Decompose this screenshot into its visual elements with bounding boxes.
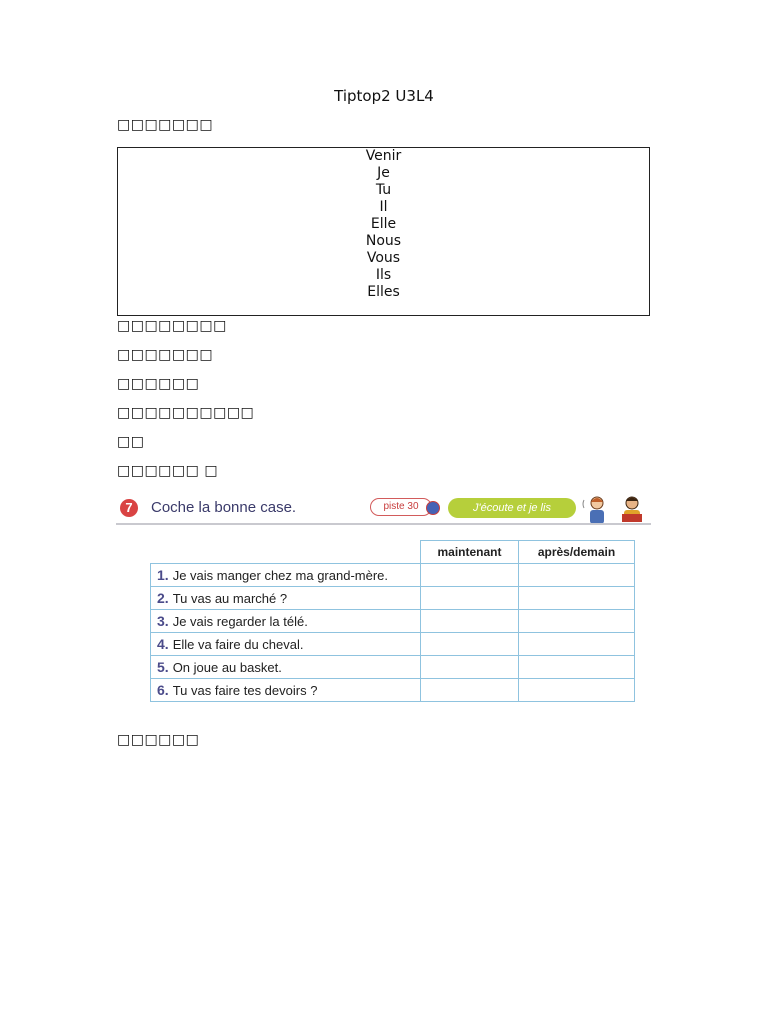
- item-cell: [151, 610, 421, 633]
- table-row: [151, 587, 635, 610]
- checkbox-cell-apres[interactable]: [519, 656, 635, 679]
- conjugation-row: Elle: [370, 216, 397, 232]
- item-text: Tu vas au marché ?: [172, 591, 288, 606]
- item-number: 5.: [157, 659, 169, 675]
- conjugation-row: Il: [379, 199, 388, 215]
- conjugation-box: [117, 147, 650, 316]
- table-row: [151, 564, 635, 587]
- item-text: Tu vas faire tes devoirs ?: [172, 683, 318, 698]
- item-cell: [151, 587, 421, 610]
- checkbox-cell-maintenant[interactable]: [421, 587, 519, 610]
- conjugation-row: Vous: [366, 250, 401, 266]
- checkbox-cell-maintenant[interactable]: [421, 633, 519, 656]
- item-number: 6.: [157, 682, 169, 698]
- audio-track-label: piste 30: [370, 498, 432, 516]
- text-line: □□□□□□□□: [117, 318, 227, 334]
- text-line: □□: [117, 434, 145, 450]
- text-line: □□□□□□: [117, 376, 200, 392]
- checkbox-cell-maintenant[interactable]: [421, 679, 519, 702]
- boy-reading-icon: [616, 494, 648, 526]
- conjugation-row: Venir: [365, 148, 402, 164]
- exercise-image: [116, 492, 651, 718]
- exercise-number-badge: 7: [120, 499, 138, 517]
- table-row: [151, 656, 635, 679]
- item-text: Je vais regarder la télé.: [172, 614, 308, 629]
- item-number: 1.: [157, 567, 169, 583]
- item-cell: [151, 564, 421, 587]
- item-cell: [151, 633, 421, 656]
- text-line: □□□□□□□□□□: [117, 405, 255, 421]
- column-header-apres-demain: après/demain: [519, 541, 635, 564]
- column-header-maintenant: maintenant: [421, 541, 519, 564]
- checkbox-cell-apres[interactable]: [519, 564, 635, 587]
- item-text: Je vais manger chez ma grand-mère.: [172, 568, 388, 583]
- checkbox-cell-maintenant[interactable]: [421, 656, 519, 679]
- checkbox-cell-maintenant[interactable]: [421, 610, 519, 633]
- text-line: □□□□□□: [117, 732, 200, 748]
- conjugation-row: Ils: [375, 267, 392, 283]
- table-row: [151, 610, 635, 633]
- text-line: □□□□□□□: [117, 117, 214, 133]
- table-header-row: [151, 541, 635, 564]
- exercise-instruction: Coche la bonne case.: [151, 499, 297, 516]
- checkbox-cell-apres[interactable]: [519, 633, 635, 656]
- exercise-table: [150, 540, 635, 702]
- text-line: □□□□□□ □: [117, 463, 219, 479]
- conjugation-row: Tu: [375, 182, 392, 198]
- checkbox-cell-maintenant[interactable]: [421, 564, 519, 587]
- table-row: [151, 633, 635, 656]
- checkbox-cell-apres[interactable]: [519, 679, 635, 702]
- text-line: □□□□□□□: [117, 347, 214, 363]
- table-row: [151, 679, 635, 702]
- header-rule: [116, 523, 651, 525]
- checkbox-cell-apres[interactable]: [519, 610, 635, 633]
- audio-disc-icon: [426, 501, 440, 515]
- item-number: 3.: [157, 613, 169, 629]
- conjugation-row: Je: [377, 165, 390, 181]
- girl-listening-icon: [582, 494, 612, 526]
- conjugation-row: Nous: [365, 233, 402, 249]
- item-text: On joue au basket.: [172, 660, 282, 675]
- item-text: Elle va faire du cheval.: [172, 637, 304, 652]
- item-number: 4.: [157, 636, 169, 652]
- checkbox-cell-apres[interactable]: [519, 587, 635, 610]
- conjugation-row: Elles: [367, 284, 400, 300]
- item-cell: [151, 656, 421, 679]
- document-title: Tiptop2 U3L4: [334, 87, 434, 105]
- listen-and-read-banner: J'écoute et je lis: [448, 498, 576, 518]
- item-cell: [151, 679, 421, 702]
- item-number: 2.: [157, 590, 169, 606]
- table-header-empty: [151, 541, 421, 564]
